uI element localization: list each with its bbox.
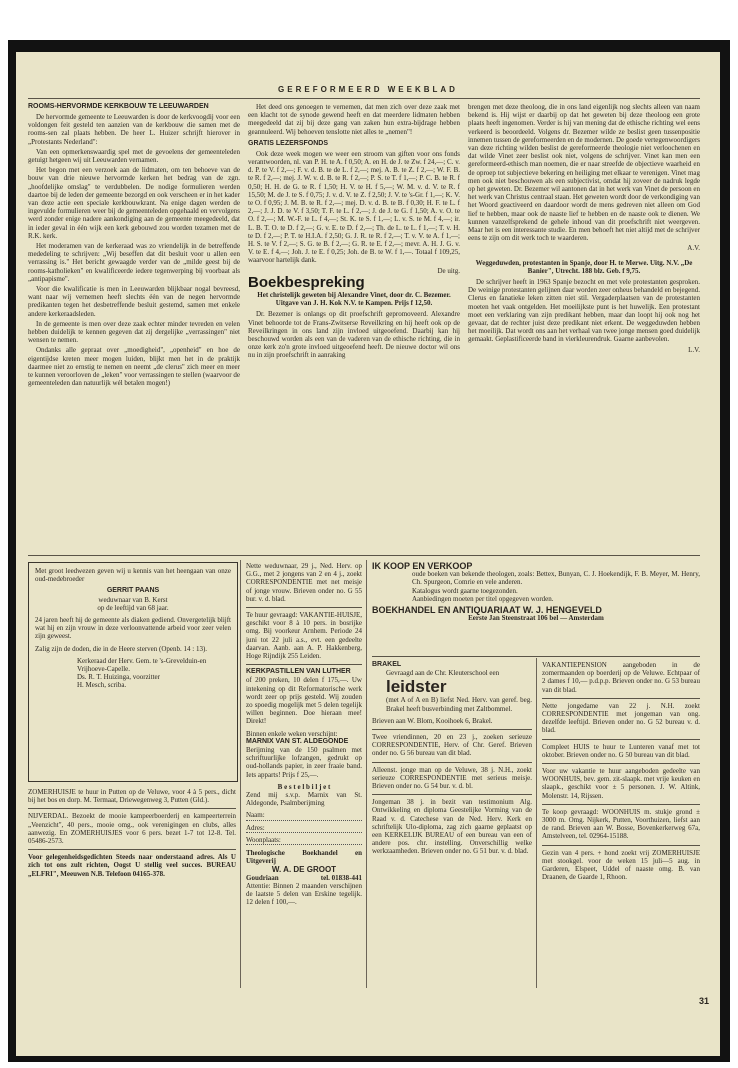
divider: [542, 763, 700, 764]
publisher-name: W. A. DE GROOT: [271, 864, 337, 874]
ad-text: Gevraagd aan de Chr. Kleuterschool een: [386, 669, 500, 678]
ad-lead: Binnen enkele weken verschijnt:: [246, 729, 338, 738]
publisher-line: Theologische Boekhandel en Uitgeverij: [246, 849, 362, 866]
article-heading: GRATIS LEZERSFONDS: [248, 139, 328, 147]
order-form-text: Zend mij s.v.p. Marnix van St. Aldegonde, Psalmberijming: [246, 791, 362, 808]
classified-ad: ZOMERHUISJE te huur in Putten op de Veluwe, voor 4 à 5 pers., dicht bij het bos en dorp. M. Termaat, Driewegenweg 3, Putten (Gld.).: [28, 788, 236, 805]
column-divider: [366, 560, 367, 988]
classified-ad: Gezin van 4 pers. + hond zoekt vrij ZOMERHUISJE met stookgel. voor de weken 15 juli—5 aug. in Garderen, Elspeet, Uddel of naaste omg. B. van Draanen, de Gaarde 1, Rhoon.: [542, 848, 700, 882]
ads-column-2: [246, 562, 362, 992]
order-form-title: B e s t e l b i l j e t: [277, 782, 331, 791]
classified-ad: Nette weduwnaar, 29 j., Ned. Herv. op G.G., met 2 jongens van 2 en 4 j., zoekt CORRESPONDENTIE met net meisje of jonge vrouw. Brieven onder no. G 55 bur. v. d. blad.: [246, 562, 362, 603]
order-place-field: Woonplaats:: [246, 836, 362, 845]
publisher-phone: tel. 01838-441: [320, 873, 362, 882]
paragraph: In de gemeente is men over deze zaak echter minder tevreden en velen hebben duidelijk te kennen gegeven dat zij dergelijke „verrassingen" niet wensen te nemen.: [28, 319, 240, 345]
paragraph: Ondanks alle gepraat over „moedigheid", „openheid" en hoe de eigentijdse kreten meer mogen luiden, blijkt men het in de praktijk daarmee niet zo ernstig te nemen en neemt „de clerus" zich meer en meer te kunnen veroorloven de „leken" voor verrassingen te stellen (waarvoor de gemeenteleden dan natuurlijk wél betalen mogen!): [28, 346, 240, 388]
ad-heading: KERKPASTILLEN VAN LUTHER: [246, 668, 351, 676]
paragraph: brengen met deze theoloog, die in ons land eigenlijk nog slechts alleen van naam bekend is. Hij wijst er daarbij op dat het geweten bij deze theoloog een grote plaats heeft ingenomen. Verder is hij van mening dat de ethische richting wel eens verkeerd is beoordeeld. Volgens dr. Bezemer wilde ze beslist geen tussenpositie innemen tussen de gereformeerden en de modernen. De goede vertegenwoordigers van deze richting wilden beslist de gereformeerde theologie niet verloochenen en dat wilde Vinet zeer beslist ook niet, volgens de schrijver. Vinet kan men een gereformeerd-ethisch man noemen, die er naar streefde de objectieve waarheid en de oproep tot subjectieve bekering en heiliging met elkaar te verenigen. Vinet mag men ook niet beschouwen als een subjectivist, omdat hij zoveer de nadruk legde op het geweten. Dr. Bezemer wil aantonen dat in het werk van Vinet de persoon en het werk van Christus centraal staan. Het geweten wordt door de verkondiging van het Woord geactiveerd en daardoor wordt de mens gedreven niet alleen om God lief te hebben, maar ook de naaste lief te hebben en de naaste ook te dienen. We kunnen vanzelfsprekend de gehele inhoud van dit proefschrift niet weergeven. Maar het is een interessante studie. En men behoeft het niet altijd met de schrijver eens te zijn om dit werk toch te waarderen.: [468, 103, 700, 243]
ad-highlight: leidster: [386, 677, 447, 697]
section-heading: Boekbespreking: [248, 273, 365, 291]
classified-ad: Nette jongedame van 22 j. N.H. zoekt CORRESPONDENTIE met jongeman van ong. dezelfde leeftijd. Brieven onder no. G 52 bureau v. d. blad.: [542, 701, 700, 735]
bookshop-ad: [372, 562, 700, 654]
publisher-note: Attentie: Binnen 2 maanden verschijnen de laatste 5 delen van Erskine tegelijk. 12 delen f 100,—.: [246, 881, 362, 907]
middle-rule: [28, 555, 700, 556]
masthead: GEREFORMEERD WEEKBLAD: [278, 85, 458, 94]
ads-column-3: [372, 661, 532, 991]
classified-ad: Jongeman 38 j. in bezit van testimonium Alg. Ontwikkeling en diploma Geestelijke Vorming van de Raad v. d. Catechese van de Ned. Herv. Kerk en schriftelijk Ulo-diploma, zag zich gaarne geplaatst op een KERKELIJK BUREAU of een bureau van een of andere pos. chr. instelling. Onverschillig welke werkzaamheden. Brieven onder no. G 51 bur. v. d. blad.: [372, 798, 532, 856]
divider: [542, 804, 700, 805]
publisher-city: Goudriaan: [246, 873, 279, 882]
newspaper-page: [16, 52, 720, 1056]
ad-text: Katalogus wordt gaarne toegezonden.: [412, 586, 518, 595]
signature: L.V.: [688, 345, 700, 354]
divider: [246, 607, 362, 608]
order-address-field: Adres:: [246, 824, 362, 833]
ad-heading: MARNIX VAN ST. ALDEGONDE: [246, 737, 349, 745]
paragraph: De schrijver heeft in 1963 Spanje bezocht en met vele protestanten gesproken. De weinige protestanten gelijnen daar worden zeer onheus behandeld en bejegend. Clerus en fanatieke leken zitten niet stil. Vergaderplaatsen van de protestanten moeten het vaak ontgelden. Het moeilijkste punt is het huwelijk. Een protestant moet een verklaring van zijn predikant hebben, maar dan loopt hij ook nog het gevaar, dat de rechter juist deze predikant niet erkent. De weggeduwden hebben het moeilijk. Dat wordt ons aan het verhaal van twee jonge mensen goed duidelijk gemaakt. Geplastificeerde band in vierkleurendruk. Gaarne aanbevolen.: [468, 278, 700, 344]
ads-column-1: [28, 788, 236, 988]
divider: [372, 762, 532, 763]
notice-name: GERRIT PAANS: [106, 587, 160, 595]
page-number: 31: [699, 996, 710, 1006]
ad-text: Aanbiedingen moeten per titel opgegeven worden.: [412, 594, 554, 603]
notice-text: 24 jaren heeft hij de gemeente als diaken gediend. Onvergetelijk blijft wat hij en zijn vrouw in deze verloonvattende arbeid voor zeer velen zijn geweest.: [35, 616, 231, 641]
divider: [372, 729, 532, 730]
article-lezersfonds: [248, 103, 460, 553]
classified-ad: Te huur gevraagd: VAKANTIE-HUISJE, geschikt voor 8 à 10 pers. in bosrijke omg. Bij voorkeur Arnhem. Periode 24 juni tot 22 juli a.s., evt. een gedeelte daarvan. Aanb. aan A. P. Hakkenberg, Hoge Rijndijk 255 Leiden.: [246, 611, 362, 661]
classified-ad: Berijming van de 150 psalmen met schriftuurlijke lofzangen, gedrukt op oud-hollands papier, in zeer fraaie band. Iets apparts! Prijs f 25,—.: [246, 746, 362, 779]
paragraph: Dr. Bezemer is onlangs op dit proefschrift gepromoveerd. Alexandre Vinet behoorde tot de Frans-Zwitserse Reveilkring en hij heeft ook op de Reveilkringen in ons land zijn invloed uitgeoefend. Daarbij kan hij beschouwd worden als een van de vaderen van de ethische richting, die in onze kerk zo'n grote invloed uitgeoefend heeft. De nieuwe doctor wil ons nu in zijn proefschrift in aanraking: [248, 310, 460, 360]
shop-name: BOEKHANDEL EN ANTIQUARIAAT W. J. HENGEVELD: [372, 605, 602, 616]
classified-ad: NIJVERDAL. Bezoekt de mooie kampeerboerderij en kampeerterrein „Veenzicht", 40 pers., mooie omg., ook verenigingen en clubs, alles aanwezig. En ZOMERHUISJES voor 6 pers. bezet 1-7 tot 12-8. Tel. 05486-2573.: [28, 812, 236, 846]
publisher-contact: [246, 874, 362, 882]
paragraph: De hervormde gemeente te Leeuwarden is door de kerkvoogdij voor een voldongen feit gesteld ten aanzien van de kerkbouw die samen met de rooms-sen zal plaats hebben. De heer L. Huizer schrijft hierover in „Protestants Nederland":: [28, 113, 240, 146]
ad-text: oude boeken van bekende theologen, zoals: Bettex, Bunyan, C. J. Hoekendijk, F. B. Meyer, M. Henry, Ch. Spurgeon, Comrie en vele anderen.: [412, 570, 700, 587]
paragraph: Het moderamen van de kerkeraad was zo vriendelijk in de betreffende mededeling te schrijven: „Wij beseffen dat dit besluit voor u allen een verrassing is." Het bericht gewaagde verder van de „milde geest bij de rooms-katholieken" en kwalificeerde iedere tegenwerping bij voorbaat als „antipapisme".: [28, 242, 240, 283]
ad-rule: [372, 656, 700, 657]
column-divider: [240, 560, 241, 988]
ad-text: Brieven aan W. Blom, Kooihoek 6, Brakel.: [372, 716, 493, 725]
divider: [372, 794, 532, 795]
classified-ad: Compleet HUIS te huur te Lunteren vanaf met tot oktober. Brieven onder no. G 50 bureau van dit blad.: [542, 742, 700, 759]
classified-ad: Twee vriendinnen, 20 en 23 j., zoeken serieuze CORRESPONDENTIE, Herv. of Chr. Geref. Brieven onder no. G 56 bureau van dit blad.: [372, 733, 532, 758]
article-kerkbouw: [28, 103, 240, 553]
divider: [542, 698, 700, 699]
top-rule: [28, 98, 700, 99]
notice-text: H. Mesch, scriba.: [77, 681, 127, 690]
notice-text: weduwnaar van B. Kerst: [98, 595, 168, 604]
classified-ad: Voor uw vakantie te huur aangeboden gedeelte van WOONHUIS, bev. gem. zit-slaapk. met vrije keuken en slaapk., geschikt voor ± 5 personen. J. W. Altink, Molenstr. 14, Rijssen.: [542, 767, 700, 800]
paragraph: Het begon met een verzoek aan de lidmaten, om ten behoeve van de bouw van drie nieuwe hervormde kerken het bedrag van de zgn. „hoofdelijke omslag" te verdubbelen. De nodige formulieren werden daartoe bij de leden der gemeente bezorgd en ook verscheen er in het kader van deze actie een speciale kerkbouwkrant. Na enige dagen werden de ingevulde formulieren weer bij de gemeenteleden opgehaald en vervolgens werd zonder enige nadere aankondiging aan de gemeente meegedeeld, dat in ieder geval in één wijk een kerk gebouwd zou worden tezamen met de R.K. kerk.: [28, 166, 240, 240]
divider: [246, 664, 362, 665]
signature: A.V.: [687, 244, 700, 253]
notice-text: Ds. R. T. Huizinga, voorzitter: [77, 673, 160, 682]
review-subtitle: Weggeduwden, protestanten in Spanje, door H. te Merwe. Uitg. N.V. „De Banier", Utrecht. 188 blz. Geb. f 9,75.: [475, 258, 693, 275]
notice-text: op de leeftijd van 68 jaar.: [97, 603, 169, 612]
classified-ad: of 200 preken, 10 delen f 175,—. Uw intekening op dit Reformatorische werk wordt zeer op prijs gesteld. Wij zouden zo spoedig mogelijk met 5 delen tegelijk willen beginnen. Doe hieraan mee! Direkt!: [246, 676, 362, 726]
divider: [28, 849, 236, 850]
ad-heading: IK KOOP EN VERKOOP: [372, 562, 473, 571]
classified-ad: Te koop gevraagd: WOONHUIS m. stukje grond ± 3000 m. Omg. Nijkerk, Putten, Voorthuizen, liefst aan de rand. Brieven aan W. Bosse, Bovenkerkerweg 67a, Amstelveen, tel. 02964-15188.: [542, 807, 700, 841]
ad-heading: BRAKEL: [372, 661, 402, 668]
article-heading: ROOMS-HERVORMDE KERKBOUW TE LEEUWARDEN: [28, 103, 209, 110]
column-divider: [536, 658, 537, 988]
paragraph: Van een opmerkenswaardig spel met de gevoelens der gemeenteleden getuigt hetgeen wij uit Leeuwarden vernamen.: [28, 147, 240, 165]
paragraph: Voor die kwalificatie is men in Leeuwarden blijkbaar nogal bevreesd, want naar wij vernemen heeft slechts één van de negen hervormde predikanten tegen het desbetreffende besluit gestemd, samen met enkele andere kerkeraadsleden.: [28, 285, 240, 318]
shop-address: Eerste Jan Steenstraat 106 bel — Amsterdam: [468, 614, 604, 623]
classified-ad: Alleenst. jonge man op de Veluwe, 38 j. N.H., zoekt serieuze CORRESPONDENTIE met serieus meisje. Brieven onder no. G 54 bur. v. d. bl.: [372, 765, 532, 791]
notice-text: Met groot leedwezen geven wij u kennis van het heengaan van onze oud-medebroeder: [35, 567, 231, 584]
classified-ad: Voor gelegenheidsgedichten Steeds naar onderstaand adres. Als U zich tot ons zult richten, Oogst U stellig veel succes. BUREAU „ELFRI", Meeuwen N.B. Telefoon 04165-378.: [28, 853, 236, 878]
signature: De uitg.: [437, 266, 460, 275]
article-review: [468, 103, 700, 553]
notice-text: Kerkeraad der Herv. Gem. te 's-Grevelduin-en Vrijhoeve-Capelle.: [77, 656, 207, 674]
ads-column-4: [542, 661, 700, 991]
death-notice: [28, 562, 238, 782]
paragraph: Het deed ons genoegen te vernemen, dat men zich over deze zaak met een klacht tot de synode gewend heeft en dat meerdere lidmaten hebben meegedeeld dat zij bij deze gang van zaken hun extra-bijdrage hebben geannuleerd. Wij behoeven tenslotte niet alles te „nemen"!: [248, 103, 460, 136]
ad-text: (met A of A en B) liefst Ned. Herv. van geref. beg. Brakel heeft busverbinding met Zaltbommel.: [386, 696, 532, 713]
notice-text: Zalig zijn de doden, die in de Heere sterven (Openb. 14 : 13).: [35, 644, 208, 653]
paragraph: Ook deze week mogen we weer een stroom van giften voor ons fonds verantwoorden, nl. van P. H. te A. f 0,50; A. en H. de J. te Zw. f 24,—; C. v. d. P. te V. f 2,—; F. v. d. B. te de L. f 2,—; mej. A. B. te Z. f 2,—; W. F. B. te R. f 2,—; mej. J. W. v. d. B. te R. f 2,—; P. S. te T. f 1,—; P. C. B. te R. f 0,50; H. H. de G. te R. f 1,50; H. V. te H. f 5,—; W. M. v. d. V. te R. f 15,50; M. de J. te S. f 0,75; J. v. d. V. te Z. f 2,50; J. V. te 's-Gr. f 1,—; K. V. te O. f 0,95; J. M. B. te R. f 2,—; mej. D. v. d. B. te B. f 0,30; H. F. te L. f 2,—; J. J. D. te V. f 3,50; T. F. te L. f 2,—; J. de J. te G. f 1,50; A. v. O. te O. f 2,—; M. W.-F. te L. f 4,—; St. K. te S. f 1,—; L. v. S. te M. f 4,—; ir. L. B. T. O. te D. f 2,—; G. v. E. te D. f 2,—; Th. de L. te L. f 1,—; T. v. H. te D. f 2,—; P. T. te H.I.A. f 2,50; G. J. R. te R. f 2,—; T. v. V. te A. f 1,—; H. S. te V. f 2,—; S. G. te B. f 2,—; G. R. te E. f 2,—; mevr. A. H. J. G. v. V. te E. f 4,—; Joh. J. te E. f 0,25; Joh. de B. te W. f 1,—. Totaal f 109,25, waarvoor hartelijk dank.: [248, 149, 460, 265]
review-subtitle: Het christelijk geweten bij Alexandre Vinet, door dr. C. Bezemer. Uitgave van J. H. Kok N.V. te Kampen. Prijs f 12,50.: [257, 291, 451, 308]
divider: [542, 739, 700, 740]
classified-ad: VAKANTIEPENSION aangeboden in de zomermaanden op boerderij op de Veluwe. Echtpaar of 2 dames f 10,— p.d.p.p. Brieven onder no. G 53 bureau van dit blad.: [542, 661, 700, 694]
order-name-field: Naam:: [246, 811, 362, 820]
divider: [542, 845, 700, 846]
divider: [28, 808, 236, 809]
